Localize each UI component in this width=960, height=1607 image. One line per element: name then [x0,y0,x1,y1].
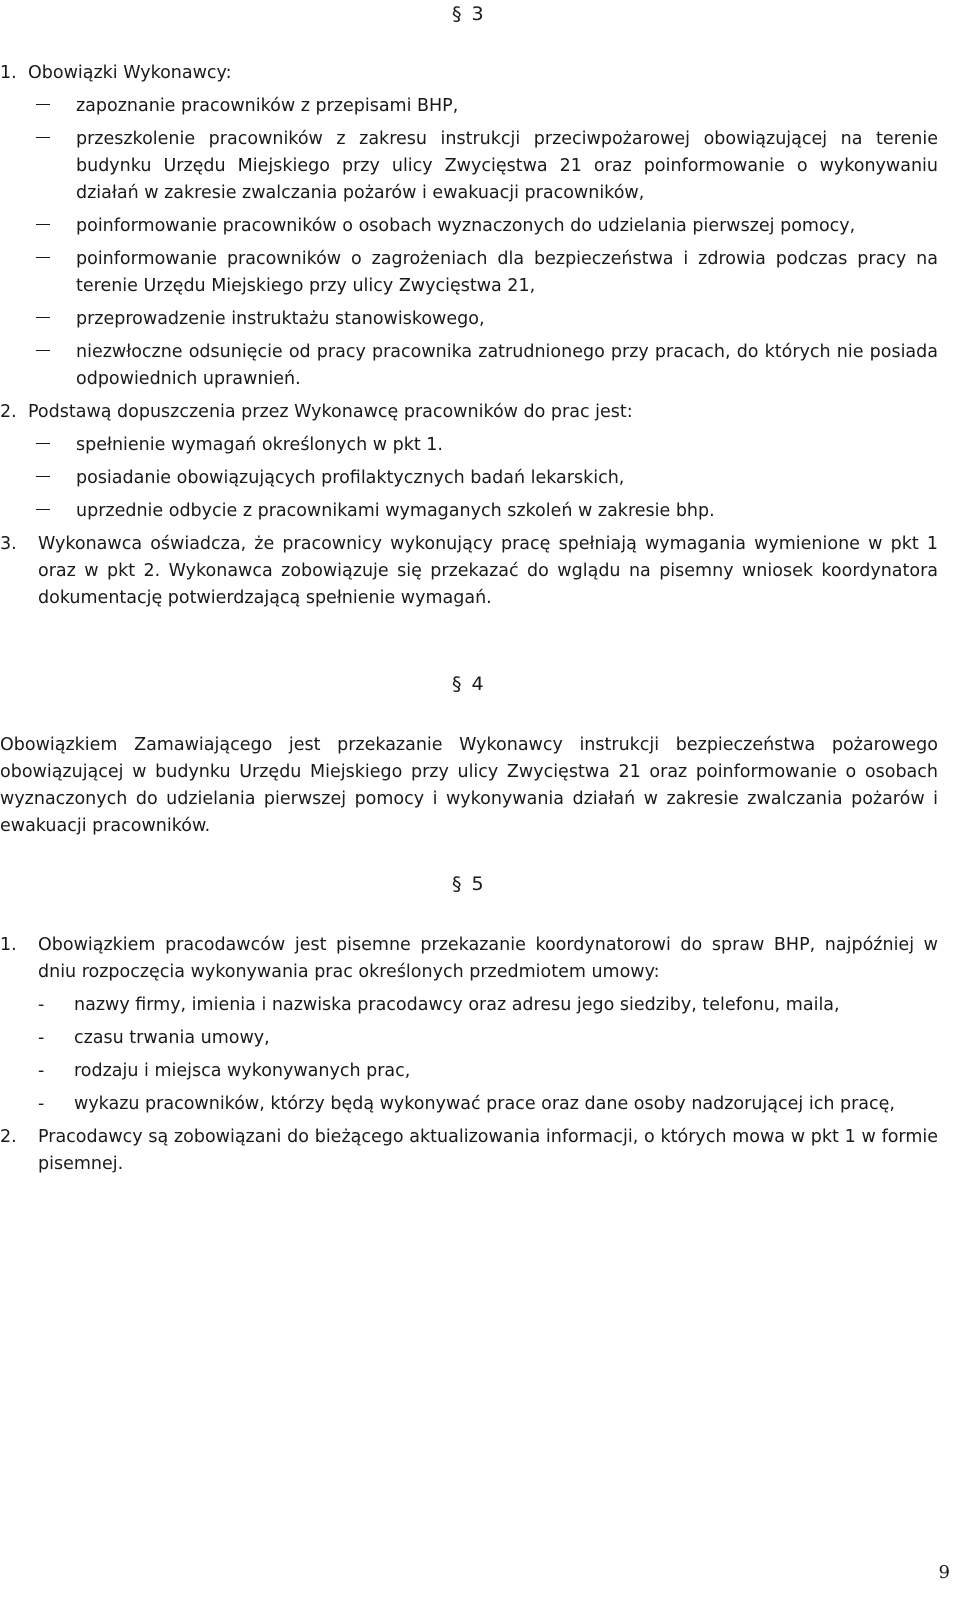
bullet-text: niezwłoczne odsunięcie od pracy pracownika zatrudnionego przy pracach, do których nie posiada odpowiednich uprawnień. [76,342,938,389]
list-item [0,992,938,1019]
dash-list [0,992,938,1118]
section-5-body [0,932,938,1178]
list-item [0,432,938,459]
list-item [0,498,938,525]
section-sign: § [452,3,462,25]
list-item [0,1091,938,1118]
dash-marker [0,498,76,525]
list-item [0,246,938,300]
section-sign: § [452,673,462,695]
bullet-text: zapoznanie pracowników z przepisami BHP, [76,96,459,116]
dash-list [0,93,938,393]
section-3-body [0,60,938,612]
bullet-text: spełnienie wymagań określonych w pkt 1. [76,435,443,455]
bullet-text: nazwy firmy, imienia i nazwiska pracodawcy oraz adresu jego siedziby, telefonu, maila, [74,995,840,1015]
dash-marker [0,306,76,333]
section-4-body: Obowiązkiem Zamawiającego jest przekazanie Wykonawcy instrukcji bezpieczeństwa pożarowego obowiązującej w budynku Urzędu Miejskiego przy ulicy Zwycięstwa 21 oraz poinformowanie o osobach wyznaczonych do udzielania pierwszej pomocy i wykonywania działań w zakresie zwalczania pożarów i ewakuacji pracowników. [0,735,938,836]
bullet-text: rodzaju i miejsca wykonywanych prac, [74,1061,411,1081]
bullet-text: wykazu pracowników, którzy będą wykonywać prace oraz dane osoby nadzorującej ich pracę, [74,1094,895,1114]
item-number: 1. [0,63,17,83]
list-item [0,339,938,393]
item-number: 3. [0,534,17,554]
section-4-heading [452,672,484,696]
bullet-text: posiadanie obowiązujących profilaktycznych badań lekarskich, [76,468,625,488]
bullet-text: poinformowanie pracowników o zagrożeniach dla bezpieczeństwa i zdrowia podczas pracy na terenie Urzędu Miejskiego przy ulicy Zwycięstwa 21, [76,249,938,296]
list-item [0,1025,938,1052]
list-item [0,465,938,492]
list-item [0,93,938,120]
item-text: Obowiązkiem pracodawców jest pisemne przekazanie koordynatorowi do spraw BHP, najpóźniej w dniu rozpoczęcia wykonywania prac określonych przedmiotem umowy: [38,935,938,982]
list-item [0,932,938,1118]
dash-marker: - [38,1028,45,1048]
item-text: Pracodawcy są zobowiązani do bieżącego aktualizowania informacji, o których mowa w pkt 1 w formie pisemnej. [38,1127,938,1174]
item-text: Podstawą dopuszczenia przez Wykonawcę pracowników do prac jest: [28,402,633,422]
list-item [0,306,938,333]
dash-marker: - [38,1061,45,1081]
bullet-text: przeszkolenie pracowników z zakresu instrukcji przeciwpożarowej obowiązującej na terenie budynku Urzędu Miejskiego przy ulicy Zwycięstwa 21 oraz poinformowanie o wykonywaniu działań w zakresie zwalczania pożarów i ewakuacji pracowników, [76,129,938,203]
bullet-text: czasu trwania umowy, [74,1028,270,1048]
list-item [0,60,938,393]
list-item [0,1124,938,1178]
bullet-text: poinformowanie pracowników o osobach wyznaczonych do udzielania pierwszej pomocy, [76,216,856,236]
dash-marker [0,246,76,273]
item-number: 1. [0,935,17,955]
section-number: 5 [471,873,484,895]
dash-marker [0,432,76,459]
list-item [0,531,938,612]
item-text: Wykonawca oświadcza, że pracownicy wykonujący pracę spełniają wymagania wymienione w pkt 1 oraz w pkt 2. Wykonawca zobowiązuje się przekazać do wglądu na pisemny wniosek koordynatora dokumentację potwierdzającą spełnienie wymagań. [38,534,938,608]
item-number: 2. [0,402,17,422]
dash-marker: - [38,1094,45,1114]
item-number: 2. [0,1127,17,1147]
bullet-text: przeprowadzenie instruktażu stanowiskowego, [76,309,485,329]
section-sign: § [452,873,462,895]
dash-marker [0,465,76,492]
dash-marker [0,339,76,366]
item-text: Obowiązki Wykonawcy: [28,63,232,83]
dash-list [0,432,938,525]
bullet-text: uprzednie odbycie z pracownikami wymaganych szkoleń w zakresie bhp. [76,501,715,521]
section-number: 4 [471,673,484,695]
dash-marker [0,213,76,240]
dash-marker [0,126,76,153]
section-3-heading [452,2,484,26]
list-item [0,126,938,207]
section-number: 3 [471,3,484,25]
dash-marker: - [38,995,45,1015]
dash-marker [0,93,76,120]
section-5-heading [452,872,484,896]
list-item [0,399,938,525]
list-item [0,1058,938,1085]
page-number: 9 [938,1562,950,1583]
list-item [0,213,938,240]
